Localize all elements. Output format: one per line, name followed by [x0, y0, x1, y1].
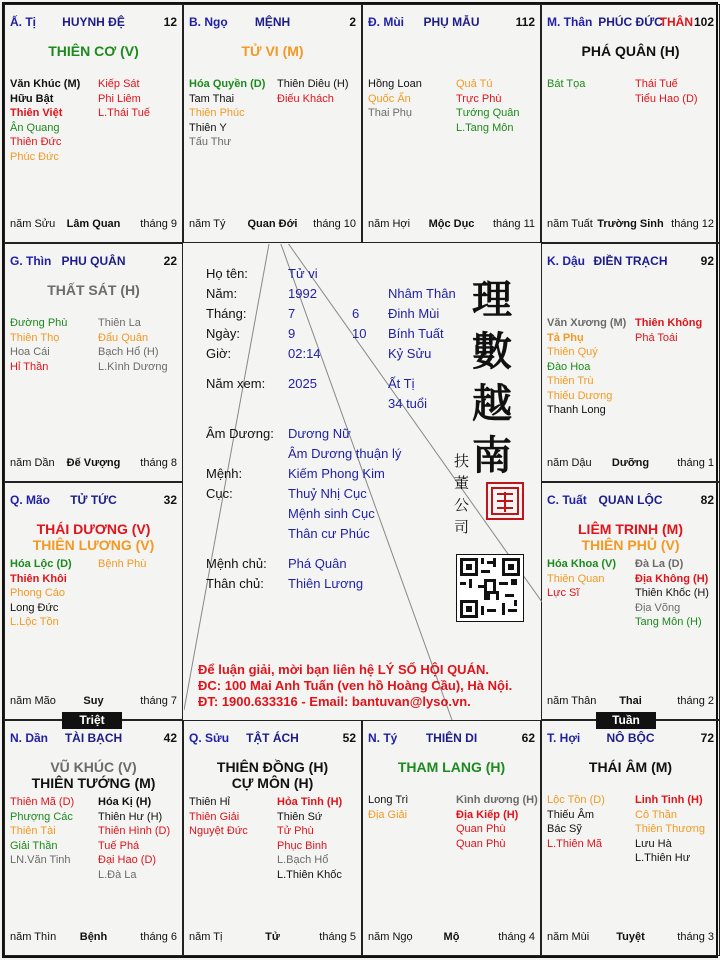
minor-star: Thiếu Dương: [547, 389, 613, 402]
palace-header: [10, 493, 177, 509]
than-chu-value: Thiên Lương: [288, 576, 364, 591]
palace-header: [189, 15, 356, 31]
minor-star: Thiên Không: [635, 317, 703, 329]
palace-stage: Mộc Dục: [428, 218, 475, 230]
minor-star: Thiên Thương: [635, 823, 706, 835]
palace-stage: Bệnh: [79, 931, 108, 943]
am-duong-note: Âm Dương thuận lý: [288, 446, 402, 461]
palace-header: [368, 15, 535, 31]
palace-month: tháng 4: [498, 931, 535, 943]
left-stars: [10, 77, 80, 164]
minor-star: L.Thiên Mã: [547, 837, 603, 850]
main-star: THẤT SÁT (H): [47, 282, 140, 298]
palace-tai-bach: [4, 720, 183, 956]
minor-star: Đường Phù: [10, 317, 68, 329]
minor-star: L.Thiên Khốc: [277, 868, 342, 881]
nam-value: 1992: [288, 286, 317, 301]
sub-calligraphy-3: 公: [454, 496, 470, 514]
minor-star: Phục Binh: [277, 839, 328, 852]
minor-star: Phi Liêm: [98, 92, 141, 105]
palace-stage: Thai: [619, 695, 642, 707]
minor-star: Đà La (D): [635, 558, 684, 570]
calligraphy-1: 理: [472, 276, 512, 323]
main-star: PHÁ QUÂN (H): [581, 43, 680, 59]
minor-star: Cô Thần: [635, 808, 677, 821]
minor-star: Thiên Sứ: [277, 810, 323, 823]
triet-marker: Triệt: [62, 712, 122, 729]
left-stars: [547, 793, 605, 851]
minor-star: Địa Giải: [368, 808, 408, 821]
ho-ten-value: Tử vi: [288, 266, 318, 281]
palace-footer: [547, 457, 714, 471]
palace-stage: Mộ: [443, 931, 460, 943]
nam-label: Năm:: [206, 286, 238, 301]
palace-stage: Dưỡng: [611, 457, 650, 469]
gio-label: Giờ:: [206, 346, 232, 361]
main-star: THAM LANG (H): [397, 759, 506, 775]
main-star: TỬ VI (M): [241, 43, 304, 59]
main-star: CỰ MÔN (H): [231, 775, 314, 791]
qr-code[interactable]: [456, 554, 524, 622]
right-stars: [98, 316, 168, 374]
palace-quan-loc: [541, 482, 720, 720]
palace-name: TÀI BẠCH: [64, 731, 123, 745]
palace-footer: [547, 931, 714, 945]
cuc-note: Mệnh sinh Cục: [288, 506, 375, 521]
palace-letter: B. Ngọ: [189, 15, 228, 29]
palace-dien-trach: [541, 243, 720, 482]
main-star: LIÊM TRINH (M): [578, 521, 683, 537]
minor-star: Hóa Khoa (V): [547, 558, 617, 570]
right-stars: [456, 793, 538, 851]
right-stars: [635, 793, 705, 866]
palace-header: [547, 731, 714, 747]
minor-star: Kiếp Sát: [98, 78, 140, 90]
right-stars: [635, 557, 709, 630]
palace-stage: Đế Vượng: [66, 457, 121, 469]
minor-star: L.Thiên Hư: [635, 852, 691, 864]
palace-footer: [10, 218, 177, 232]
minor-star: Thiếu Âm: [547, 808, 595, 821]
palace-header: [189, 731, 356, 747]
palace-letter: Ấ. Tị: [10, 15, 36, 29]
palace-stage: Quan Đới: [247, 218, 298, 230]
palace-number: 62: [521, 731, 535, 745]
palace-stage: Tử: [265, 931, 280, 943]
cuc-value: Thuỷ Nhị Cục: [288, 486, 367, 501]
minor-star: Giải Thần: [10, 839, 58, 852]
calligraphy-3: 越: [472, 380, 512, 427]
nam-xem-value: 2025: [288, 376, 317, 391]
minor-star: Tả Phụ: [547, 331, 584, 344]
sub-calligraphy-4: 司: [454, 518, 470, 536]
minor-star: L.Lộc Tồn: [10, 616, 59, 628]
thang-label: Tháng:: [206, 306, 247, 321]
right-stars: [98, 557, 146, 572]
palace-footer: [189, 931, 356, 945]
palace-name: TẬT ÁCH: [246, 731, 299, 745]
main-star: THÁI ÂM (M): [588, 759, 673, 775]
palace-number: 32: [163, 493, 177, 507]
minor-star: Thanh Long: [547, 404, 606, 416]
minor-star: Phúc Đức: [10, 150, 59, 163]
palace-footer: [547, 218, 714, 232]
minor-star: Lộc Tồn (D): [547, 794, 605, 806]
palace-name: ĐIỀN TRẠCH: [593, 254, 668, 268]
minor-star: Thái Tuế: [635, 78, 678, 90]
minor-star: Phượng Các: [10, 810, 73, 823]
main-star: VŨ KHÚC (V): [50, 759, 137, 775]
palace-number: 22: [163, 254, 177, 268]
palace-month: tháng 8: [140, 457, 177, 469]
right-stars: [277, 77, 349, 106]
nam-xem-label: Năm xem:: [206, 376, 266, 391]
right-stars: [635, 77, 698, 106]
minor-star: Thiên Y: [189, 121, 227, 134]
minor-star: Tấu Thư: [189, 136, 232, 148]
ngay-label: Ngày:: [206, 326, 240, 341]
palace-phuc-duc: [541, 4, 720, 243]
minor-star: Hữu Bật: [10, 92, 54, 105]
minor-star: Lực Sĩ: [547, 587, 580, 599]
palace-year: năm Dậu: [547, 457, 592, 469]
palace-year: năm Tý: [189, 218, 226, 230]
left-stars: [547, 77, 585, 92]
palace-letter: Q. Sửu: [189, 731, 230, 745]
minor-star: Thiên Hỉ: [189, 796, 230, 808]
palace-letter: N. Tý: [368, 731, 398, 745]
minor-star: Long Trì: [368, 794, 409, 806]
palace-phu-mau: [362, 4, 541, 243]
palace-number: 112: [515, 15, 535, 29]
palace-year: năm Hợi: [368, 218, 411, 230]
than-marker: THÂN: [659, 15, 693, 29]
main-star: THIÊN LƯƠNG (V): [32, 537, 155, 553]
main-star: THIÊN CƠ (V): [48, 43, 139, 59]
palace-no-boc: [541, 720, 720, 956]
minor-star: Long Đức: [10, 601, 59, 614]
palace-letter: K. Dậu: [547, 254, 586, 268]
minor-star: Thiên Hình (D): [98, 825, 171, 837]
palace-year: năm Thìn: [10, 931, 57, 943]
palace-phu-quan: [4, 243, 183, 482]
palace-year: năm Mùi: [547, 931, 590, 943]
left-stars: [547, 316, 626, 418]
palace-month: tháng 10: [313, 218, 356, 230]
center-info-panel: [184, 244, 542, 720]
palace-month: tháng 11: [492, 218, 535, 230]
palace-number: 52: [342, 731, 356, 745]
palace-number: 12: [163, 15, 177, 29]
minor-star: Hồng Loan: [368, 78, 422, 90]
palace-month: tháng 1: [677, 457, 714, 469]
minor-star: Đẩu Quân: [98, 331, 149, 344]
main-star: THÁI DƯƠNG (V): [36, 521, 151, 537]
left-stars: [368, 793, 408, 822]
palace-month: tháng 2: [677, 695, 714, 707]
palace-month: tháng 12: [671, 218, 714, 230]
minor-star: Hỏa Tinh (H): [277, 796, 343, 808]
minor-star: Tuế Phá: [98, 839, 140, 852]
main-star: THIÊN TƯỚNG (M): [31, 775, 156, 791]
palace-year: năm Sửu: [10, 218, 56, 230]
minor-star: L.Kình Dương: [98, 360, 168, 373]
thang-duong: 7: [288, 306, 296, 321]
palace-name: PHU QUÂN: [61, 254, 126, 268]
minor-star: Thiên Tài: [10, 825, 56, 837]
palace-month: tháng 6: [140, 931, 177, 943]
minor-star: Hỉ Thần: [10, 360, 49, 373]
minor-star: Bát Tọa: [547, 78, 586, 90]
palace-footer: [368, 218, 535, 232]
palace-letter: C. Tuất: [547, 493, 587, 507]
minor-star: Bạch Hổ (H): [98, 346, 159, 358]
left-stars: [10, 557, 72, 630]
calligraphy-2: 數: [472, 328, 512, 375]
minor-star: Linh Tinh (H): [635, 794, 703, 806]
palace-number: 102: [693, 15, 714, 29]
palace-number: 72: [700, 731, 714, 745]
minor-star: Địa Không (H): [635, 572, 709, 585]
menh-chu-value: Phá Quân: [288, 556, 347, 571]
right-stars: [98, 77, 150, 121]
palace-number: 82: [700, 493, 714, 507]
minor-star: Thiên Khôi: [10, 572, 67, 585]
gio-value: 02:14: [288, 346, 321, 361]
palace-footer: [547, 695, 714, 709]
right-stars: [98, 795, 170, 882]
palace-year: năm Thân: [547, 695, 597, 707]
palace-letter: T. Hợi: [547, 731, 581, 745]
left-stars: [10, 316, 67, 374]
palace-tu-tuc: [4, 482, 183, 720]
minor-star: Thiên Diêu (H): [277, 78, 349, 90]
palace-stage: Suy: [83, 695, 104, 707]
than-chu-label: Thân chủ:: [206, 576, 264, 591]
minor-star: Bệnh Phù: [98, 558, 147, 570]
minor-star: Tang Môn (H): [635, 616, 702, 628]
than-cu-note: Thân cư Phúc: [288, 526, 370, 541]
minor-star: L.Bạch Hổ: [277, 854, 329, 866]
menh-label: Mệnh:: [206, 466, 243, 481]
thang-am: 6: [352, 306, 360, 321]
minor-star: Địa Kiếp (H): [456, 808, 519, 821]
minor-star: Thiên Quý: [547, 346, 598, 358]
cuc-label: Cục:: [206, 486, 233, 501]
palace-year: năm Tị: [189, 931, 223, 943]
palace-name: PHÚC ĐỨC: [598, 15, 663, 29]
minor-star: Thiên Hư (H): [98, 810, 163, 823]
palace-name: HUYNH ĐỆ: [62, 15, 125, 29]
minor-star: Thiên Quan: [547, 572, 605, 585]
minor-star: Đại Hao (D): [98, 854, 157, 866]
minor-star: Địa Võng: [635, 601, 681, 614]
nam-xem-can-chi: Ất Tị: [388, 376, 415, 391]
menh-chu-label: Mệnh chủ:: [206, 556, 267, 571]
left-stars: [368, 77, 422, 121]
minor-star: Quốc Ấn: [368, 92, 411, 105]
main-star: THIÊN PHỦ (V): [581, 537, 680, 553]
minor-star: Tử Phù: [277, 825, 314, 837]
left-stars: [189, 795, 248, 839]
palace-month: tháng 5: [319, 931, 356, 943]
palace-name: QUAN LỘC: [598, 493, 663, 507]
minor-star: Thiên Giải: [189, 810, 240, 823]
minor-star: L.Thái Tuế: [98, 107, 150, 119]
minor-star: Hóa Quyền (D): [189, 78, 266, 90]
nam-can-chi: Nhâm Thân: [388, 286, 456, 301]
left-stars: [10, 795, 74, 868]
palace-year: năm Ngọ: [368, 931, 413, 943]
am-duong-label: Âm Dương:: [206, 426, 274, 441]
sub-calligraphy-1: 扶: [454, 452, 470, 470]
minor-star: Bác Sỹ: [547, 823, 582, 835]
palace-month: tháng 3: [677, 931, 714, 943]
minor-star: LN.Văn Tinh: [10, 854, 71, 866]
palace-number: 92: [700, 254, 714, 268]
am-duong-value: Dương Nữ: [288, 426, 351, 441]
palace-menh: [183, 4, 362, 243]
palace-thien-di: [362, 720, 541, 956]
palace-footer: [10, 457, 177, 471]
palace-header: [10, 254, 177, 270]
minor-star: Lưu Hà: [635, 837, 672, 850]
palace-number: 42: [163, 731, 177, 745]
minor-star: Hóa Kị (H): [98, 796, 152, 808]
minor-star: Ân Quang: [10, 121, 60, 134]
gio-can-chi: Kỷ Sửu: [388, 346, 432, 361]
minor-star: Quan Phù: [456, 823, 506, 835]
minor-star: Trực Phù: [456, 92, 502, 105]
palace-stage: Tuyệt: [616, 931, 645, 943]
palace-stage: Trường Sinh: [597, 218, 664, 230]
minor-star: Điếu Khách: [277, 92, 334, 105]
ngay-am: 10: [352, 326, 367, 341]
palace-header: [368, 731, 535, 747]
tu-vi-chart: [2, 2, 718, 958]
minor-star: Thiên Thọ: [10, 331, 60, 344]
minor-star: Kình dương (H): [456, 794, 538, 806]
contact-phone-email[interactable]: ĐT: 1900.633316 - Email: bantuvan@lyso.vn.: [198, 694, 471, 709]
minor-star: Quan Phù: [456, 837, 506, 850]
minor-star: Văn Xương (M): [547, 317, 627, 329]
minor-star: Thiên La: [98, 317, 141, 329]
left-stars: [189, 77, 265, 150]
palace-letter: Q. Mão: [10, 493, 51, 507]
minor-star: Phá Toái: [635, 331, 678, 344]
palace-name: TỬ TỨC: [70, 493, 117, 507]
palace-name: THIÊN DI: [425, 731, 478, 745]
tuan-marker: Tuần: [596, 712, 656, 729]
red-seal-stamp: [486, 482, 524, 520]
calligraphy-4: 南: [472, 432, 512, 479]
main-star: THIÊN ĐỒNG (H): [216, 759, 329, 775]
minor-star: L.Đà La: [98, 868, 137, 881]
palace-header: [547, 254, 714, 270]
minor-star: Thiên Trù: [547, 375, 594, 387]
palace-name: MỆNH: [254, 15, 291, 29]
palace-letter: G. Thìn: [10, 254, 52, 268]
minor-star: Phong Cáo: [10, 587, 66, 599]
minor-star: Thiên Việt: [10, 107, 63, 119]
palace-name: PHỤ MẪU: [423, 15, 480, 29]
tuoi-value: 34 tuổi: [388, 396, 428, 411]
palace-year: năm Tuất: [547, 218, 593, 230]
palace-tat-ach: [183, 720, 362, 956]
palace-letter: N. Dần: [10, 731, 49, 745]
minor-star: Tướng Quân: [456, 107, 520, 119]
minor-star: Văn Khúc (M): [10, 78, 81, 90]
left-stars: [547, 557, 616, 601]
palace-stage: Lâm Quan: [66, 218, 121, 230]
right-stars: [635, 316, 702, 345]
minor-star: Thiên Đức: [10, 136, 62, 148]
ho-ten-label: Họ tên:: [206, 266, 248, 281]
minor-star: Tiểu Hao (D): [635, 92, 698, 105]
palace-letter: M. Thân: [547, 15, 593, 29]
palace-footer: [189, 218, 356, 232]
palace-huynh-de: [4, 4, 183, 243]
thang-can-chi: Đinh Mùi: [388, 306, 440, 321]
minor-star: L.Tang Môn: [456, 121, 514, 134]
palace-footer: [10, 695, 177, 709]
minor-star: Quả Tú: [456, 78, 493, 90]
palace-year: năm Mão: [10, 695, 56, 707]
sub-calligraphy-2: 董: [454, 474, 470, 492]
contact-line-1: Để luận giải, mời bạn liên hệ LÝ SỐ HỘI QUÁN.: [198, 662, 489, 677]
palace-header: [10, 731, 177, 747]
minor-star: Thai Phụ: [368, 107, 413, 119]
palace-footer: [368, 931, 535, 945]
minor-star: Hoa Cái: [10, 346, 50, 358]
ngay-duong: 9: [288, 326, 296, 341]
right-stars: [456, 77, 520, 135]
palace-month: tháng 9: [140, 218, 177, 230]
palace-header: [10, 15, 177, 31]
minor-star: Nguyệt Đức: [189, 825, 248, 837]
palace-month: tháng 7: [140, 695, 177, 707]
minor-star: Hóa Lộc (D): [10, 558, 72, 570]
palace-number: 2: [349, 15, 356, 29]
minor-star: Thiên Phúc: [189, 107, 245, 119]
minor-star: Thiên Khốc (H): [635, 587, 709, 599]
contact-address: ĐC: 100 Mai Anh Tuấn (ven hồ Hoàng Cầu), Hà Nội.: [198, 678, 513, 693]
minor-star: Thiên Mã (D): [10, 796, 75, 808]
menh-value: Kiếm Phong Kim: [288, 466, 385, 481]
palace-letter: Đ. Mùi: [368, 15, 404, 29]
minor-star: Đào Hoa: [547, 360, 591, 373]
palace-header: [547, 493, 714, 509]
minor-star: Tam Thai: [189, 92, 235, 105]
palace-year: năm Dần: [10, 457, 55, 469]
right-stars: [277, 795, 342, 882]
palace-name: NÔ BỘC: [606, 731, 655, 745]
palace-footer: [10, 931, 177, 945]
ngay-can-chi: Bính Tuất: [388, 326, 444, 341]
